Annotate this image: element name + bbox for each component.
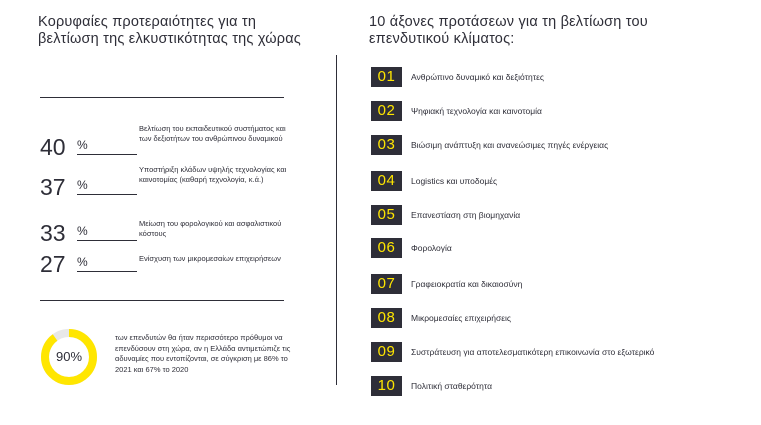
axis-number-badge: 05 xyxy=(371,205,402,225)
stat-unit: % xyxy=(77,178,88,192)
stat-sme xyxy=(40,236,290,276)
axis-item xyxy=(371,67,756,87)
axis-number-badge: 08 xyxy=(371,308,402,328)
axis-label: Γραφειοκρατία και δικαιοσύνη xyxy=(411,279,523,289)
donut-value: 90% xyxy=(55,349,83,364)
stat-underline xyxy=(77,154,137,155)
axis-item xyxy=(371,274,756,294)
axis-number-badge: 09 xyxy=(371,342,402,362)
axis-item xyxy=(371,205,756,225)
stat-description: Βελτίωση του εκπαιδευτικού συστήματος και των δεξιοτήτων του ανθρώπινου δυναμικού xyxy=(139,124,286,143)
axis-label: Ανθρώπινο δυναμικό και δεξιότητες xyxy=(411,72,544,82)
stat-underline xyxy=(77,271,137,272)
right-title: 10 άξονες προτάσεων για τη βελτίωση του επενδυτικού κλίματος: xyxy=(369,14,648,47)
bottom-divider xyxy=(40,300,284,301)
axis-number-badge: 02 xyxy=(371,101,402,121)
stat-technology xyxy=(40,159,290,199)
axis-number-badge: 01 xyxy=(371,67,402,87)
axis-label: Μικρομεσαίες επιχειρήσεις xyxy=(411,313,512,323)
axis-number-badge: 06 xyxy=(371,238,402,258)
stat-unit: % xyxy=(77,255,88,269)
top-divider xyxy=(40,97,284,98)
axis-item xyxy=(371,308,756,328)
axis-item xyxy=(371,342,756,362)
stat-unit: % xyxy=(77,138,88,152)
axis-label: Συστράτευση για αποτελεσματικότερη επικοινωνία στο εξωτερικό xyxy=(411,347,655,357)
axis-label: Φορολογία xyxy=(411,243,452,253)
axis-item xyxy=(371,101,756,121)
axis-label: Βιώσιμη ανάπτυξη και ανανεώσιμες πηγές ενέργειας xyxy=(411,140,609,150)
stat-value: 27 xyxy=(40,251,66,277)
left-title: Κορυφαίες προτεραιότητες για τη βελτίωση της ελκυστικότητας της χώρας xyxy=(38,14,301,47)
axis-number-badge: 07 xyxy=(371,274,402,294)
stat-value: 37 xyxy=(40,174,66,200)
stat-description: Μείωση του φορολογικού και ασφαλιστικού κόστους xyxy=(139,219,282,238)
axis-label: Επανεστίαση στη βιομηχανία xyxy=(411,210,521,220)
stat-description: Ενίσχυση των μικρομεσαίων επιχειρήσεων xyxy=(139,254,281,263)
axis-label: Ψηφιακή τεχνολογία και καινοτομία xyxy=(411,106,542,116)
axis-item xyxy=(371,238,756,258)
axis-number-badge: 10 xyxy=(371,376,402,396)
stat-description: Υποστήριξη κλάδων υψηλής τεχνολογίας και καινοτομίας (καθαρή τεχνολογία, κ.ά.) xyxy=(139,165,287,184)
stat-education xyxy=(40,119,290,159)
stat-unit: % xyxy=(77,224,88,238)
axis-number-badge: 03 xyxy=(371,135,402,155)
axis-label: Πολιτική σταθερότητα xyxy=(411,381,493,391)
axis-item xyxy=(371,171,756,191)
stat-value: 40 xyxy=(40,134,66,160)
axis-number-badge: 04 xyxy=(371,171,402,191)
axis-item xyxy=(371,135,756,155)
stat-underline xyxy=(77,194,137,195)
stat-value: 33 xyxy=(40,220,66,246)
axis-label: Logistics και υποδομές xyxy=(411,176,498,186)
column-divider xyxy=(336,55,337,385)
donut-description: των επενδυτών θα ήταν περισσότερο πρόθυμοι να επενδύσουν στη χώρα, αν η Ελλάδα αντιμετώπιζε τις αδυναμίες που εντοπίζονται, σε σύγκριση με 86% το 2021 και 67% το 2020 xyxy=(115,333,291,374)
axis-item xyxy=(371,376,756,396)
